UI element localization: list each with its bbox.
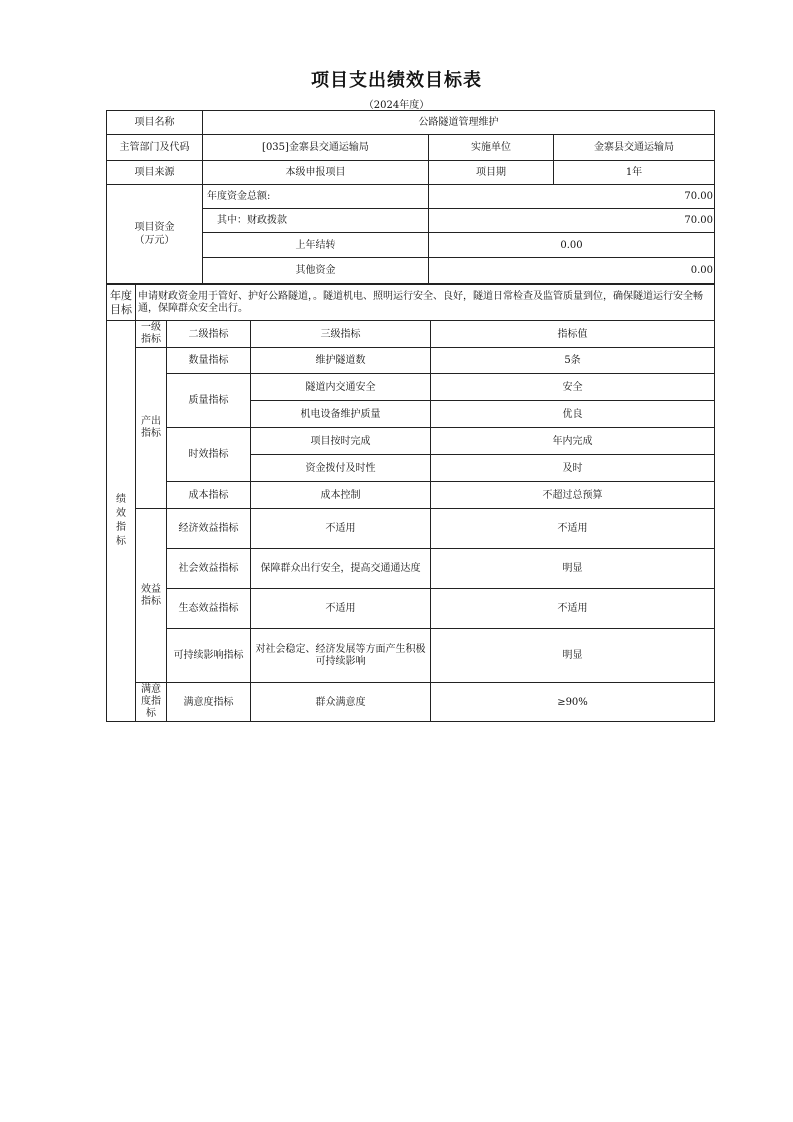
indicator-value: 5条 xyxy=(431,348,715,374)
benefit-label: 效益指标 xyxy=(136,509,167,683)
indicator-value: 安全 xyxy=(431,374,715,401)
funds-label-line2: （万元） xyxy=(134,235,175,246)
social-label: 社会效益指标 xyxy=(167,549,251,589)
quality-label: 质量指标 xyxy=(167,374,251,428)
indicator-name: 资金拨付及时性 xyxy=(251,455,431,482)
header-level3: 三级指标 xyxy=(251,321,431,348)
project-info-table xyxy=(106,110,715,284)
funds-label xyxy=(107,185,203,284)
goal-table xyxy=(106,284,715,321)
indicator-name: 成本控制 xyxy=(251,482,431,509)
funds-total-value: 70.00 xyxy=(429,185,715,209)
indicator-value: 优良 xyxy=(431,401,715,428)
sustainable-label: 可持续影响指标 xyxy=(167,629,251,683)
funds-other-value: 0.00 xyxy=(429,258,715,284)
indicator-value: 不适用 xyxy=(431,589,715,629)
ecological-label: 生态效益指标 xyxy=(167,589,251,629)
indicator-value: 不超过总预算 xyxy=(431,482,715,509)
impl-value: 金寨县交通运输局 xyxy=(554,135,715,161)
satisfaction-label: 满意度指标 xyxy=(136,683,167,722)
timeliness-label: 时效指标 xyxy=(167,428,251,482)
indicator-value: ≥90% xyxy=(431,683,715,722)
header-level1: 一级指标 xyxy=(136,321,167,348)
impl-label: 实施单位 xyxy=(429,135,554,161)
project-name-label: 项目名称 xyxy=(107,111,203,135)
dept-value: [035]金寨县交通运输局 xyxy=(203,135,429,161)
indicator-name: 不适用 xyxy=(251,589,431,629)
source-value: 本级申报项目 xyxy=(203,161,429,185)
funds-total-label: 年度资金总额: xyxy=(203,185,429,209)
indicator-value: 年内完成 xyxy=(431,428,715,455)
cost-label: 成本指标 xyxy=(167,482,251,509)
dept-label: 主管部门及代码 xyxy=(107,135,203,161)
output-label: 产出指标 xyxy=(136,348,167,509)
indicator-name: 对社会稳定、经济发展等方面产生积极可持续影响 xyxy=(251,629,431,683)
funds-other-label: 其他资金 xyxy=(203,258,429,284)
perf-label: 绩效指标 xyxy=(107,321,136,722)
indicator-name: 群众满意度 xyxy=(251,683,431,722)
header-level2: 二级指标 xyxy=(167,321,251,348)
indicator-name: 项目按时完成 xyxy=(251,428,431,455)
funds-fiscal-label: 其中：财政拨款 xyxy=(203,209,429,233)
indicator-name: 机电设备维护质量 xyxy=(251,401,431,428)
indicator-name: 维护隧道数 xyxy=(251,348,431,374)
page-title: 项目支出绩效目标表 xyxy=(311,70,482,91)
funds-carry-label: 上年结转 xyxy=(203,233,429,258)
funds-carry-value: 0.00 xyxy=(429,233,715,258)
indicator-value: 不适用 xyxy=(431,509,715,549)
satisfaction-sub-label: 满意度指标 xyxy=(167,683,251,722)
goal-text: 申请财政资金用于管好、护好公路隧道，。隧道机电、照明运行安全、良好，隧道日常检查及监管质量到位，确保隧道运行安全畅通，保障群众安全出行。 xyxy=(136,285,715,321)
goal-label: 年度目标 xyxy=(107,285,136,321)
indicator-value: 及时 xyxy=(431,455,715,482)
period-value: 1年 xyxy=(554,161,715,185)
project-name-value: 公路隧道管理维护 xyxy=(203,111,715,135)
indicator-name: 隧道内交通安全 xyxy=(251,374,431,401)
indicator-value: 明显 xyxy=(431,549,715,589)
performance-table xyxy=(106,320,715,722)
header-value: 指标值 xyxy=(431,321,715,348)
indicator-name: 不适用 xyxy=(251,509,431,549)
source-label: 项目来源 xyxy=(107,161,203,185)
indicator-value: 明显 xyxy=(431,629,715,683)
funds-label-line1: 项目资金 xyxy=(134,222,175,233)
period-label: 项目期 xyxy=(429,161,554,185)
funds-fiscal-value: 70.00 xyxy=(429,209,715,233)
economic-label: 经济效益指标 xyxy=(167,509,251,549)
indicator-name: 保障群众出行安全，提高交通通达度 xyxy=(251,549,431,589)
fiscal-year: （2024年度） xyxy=(363,100,430,111)
quantity-label: 数量指标 xyxy=(167,348,251,374)
